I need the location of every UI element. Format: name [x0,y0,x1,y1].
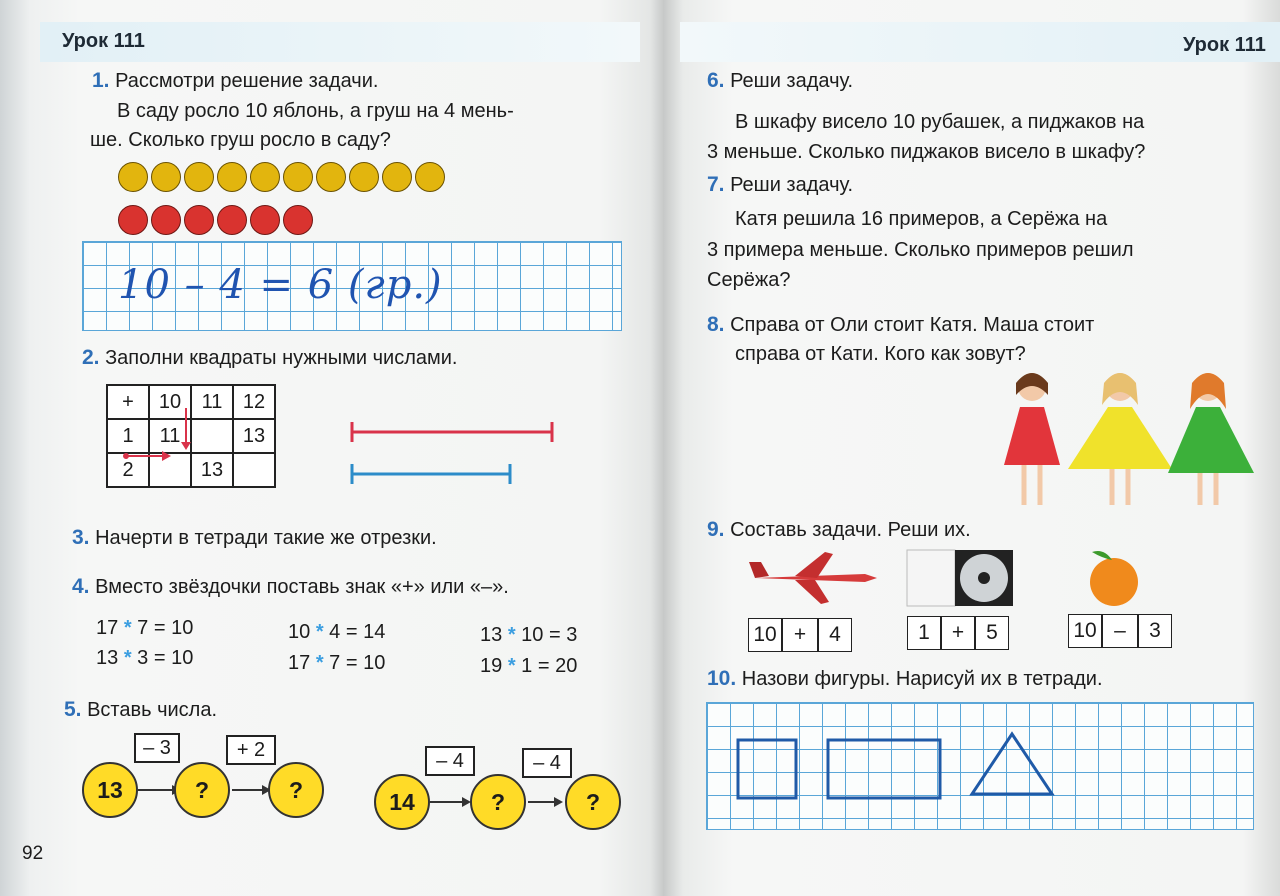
task9-number: 9. [707,518,725,541]
yellow-circle [283,162,313,192]
task7-line1: Катя решила 16 примеров, а Серёжа на [735,208,1108,230]
task1-title: Рассмотри решение задачи. [115,70,379,92]
task10-number: 10. [707,667,737,690]
task4-title: Вместо звёздочки поставь знак «+» или «–». [95,576,509,598]
equation: 19 * 1 = 20 [480,655,578,677]
task10-heading [707,664,1103,694]
operation-box: + 2 [226,735,276,765]
table-cell: 11 [149,419,191,453]
answer-circle: ? [174,762,230,818]
hint-dot [123,453,129,459]
handwritten-solution: 10 – 4 = 6 (гр.) [118,262,443,308]
star-icon: * [315,652,324,674]
task8-line2: справа от Кати. Кого как зовут? [735,343,1026,365]
formula-cell: 1 [907,616,941,650]
shapes-figure [706,702,1254,830]
yellow-circle [415,162,445,192]
star-icon: * [315,621,324,643]
task6-heading [707,66,853,96]
yellow-circle [382,162,412,192]
yellow-circles-row [118,160,458,196]
red-circle [250,205,280,235]
rectangle-icon [828,740,940,798]
orange-icon [1082,548,1148,608]
table-cell: 13 [233,419,275,453]
task7-heading [707,170,853,200]
operation-box: – 4 [522,748,572,778]
triangle-icon [972,734,1052,794]
table-cell: + [107,385,149,419]
task4-heading [72,572,509,602]
lesson-title-right: Урок 111 [1183,34,1266,56]
page-number-left: 92 [22,843,44,864]
answer-circle: ? [268,762,324,818]
girl-yellow-dress-icon [1068,373,1172,505]
task2-heading [82,343,458,373]
answer-circle: ? [470,774,526,830]
yellow-circle [151,162,181,192]
airplane-icon [745,548,885,608]
table-cell: 10 [149,385,191,419]
formula-boxes-3 [1068,614,1172,648]
formula-cell: – [1102,614,1138,648]
task6-title: Реши задачу. [730,70,854,92]
arrow-head-icon [181,442,191,450]
star-icon: * [507,655,516,677]
yellow-circle [217,162,247,192]
task3-title: Начерти в тетради такие же отрезки. [95,527,437,549]
lesson-title-left: Урок 111 [62,30,145,52]
task6-line2: 3 меньше. Сколько пиджаков висело в шкафу? [707,141,1146,163]
formula-cell: 3 [1138,614,1172,648]
task10-title: Назови фигуры. Нарисуй их в тетради. [741,668,1103,690]
task8-line1: 8. Справа от Оли стоит Катя. Маша стоит [707,313,1095,336]
red-circles-row [118,203,338,239]
table-cell: 1 [107,419,149,453]
start-circle: 14 [374,774,430,830]
equation: 10 * 4 = 14 [288,621,386,643]
task3-number: 3. [72,526,90,549]
formula-cell: 10 [1068,614,1102,648]
star-icon: * [123,617,132,639]
formula-boxes-1 [748,618,852,652]
task9-title: Составь задачи. Реши их. [730,519,971,541]
red-circle [118,205,148,235]
arrow-head-icon [162,451,171,461]
table-hint-arrows [106,384,286,514]
star-icon: * [123,647,132,669]
formula-cell: + [782,618,818,652]
yellow-circle [316,162,346,192]
girl-green-dress-icon [1168,373,1254,505]
square-icon [738,740,796,798]
segments-figure [348,418,558,490]
yellow-circle [118,162,148,192]
formula-boxes-2 [907,616,1009,650]
formula-cell: 4 [818,618,852,652]
answer-circle: ? [565,774,621,830]
formula-cell: 10 [748,618,782,652]
formula-cell: 5 [975,616,1009,650]
formula-cell: + [941,616,975,650]
yellow-circle [184,162,214,192]
table-cell: 13 [191,453,233,487]
task2-title: Заполни квадраты нужными числами. [105,347,458,369]
start-circle: 13 [82,762,138,818]
task3-heading [72,523,437,553]
task8-number: 8. [707,313,725,336]
task6-line1: В шкафу висело 10 рубашек, а пиджаков на [735,111,1145,133]
red-circle [283,205,313,235]
equation: 17 * 7 = 10 [288,652,386,674]
task2-number: 2. [82,346,100,369]
equation: 13 * 10 = 3 [480,624,578,646]
equation: 13 * 3 = 10 [96,647,194,669]
operation-box: – 3 [134,733,180,763]
yellow-circle [250,162,280,192]
task7-line2: 3 примера меньше. Сколько примеров решил [707,239,1134,261]
task1-number: 1. [92,69,110,92]
task4-number: 4. [72,575,90,598]
task1-heading [92,66,378,96]
yellow-circle [349,162,379,192]
table-cell: 12 [233,385,275,419]
task6-number: 6. [707,69,725,92]
red-circle [151,205,181,235]
task5-number: 5. [64,698,82,721]
star-icon: * [507,624,516,646]
red-circle [217,205,247,235]
cd-icon [905,548,1017,610]
task7-line3: Серёжа? [707,269,791,291]
task1-line1: В саду росло 10 яблонь, а груш на 4 мень- [117,100,514,122]
red-circle [184,205,214,235]
table-cell: 2 [107,453,149,487]
operation-box: – 4 [425,746,475,776]
task5-heading [64,695,217,725]
task1-line2: ше. Сколько груш росло в саду? [90,129,391,151]
task5-title: Вставь числа. [87,699,218,721]
three-girls-illustration [990,365,1260,515]
arrow-head-icon [554,797,563,807]
table-cell: 11 [191,385,233,419]
task7-title: Реши задачу. [730,174,854,196]
equation: 17 * 7 = 10 [96,617,194,639]
task7-number: 7. [707,173,725,196]
task9-heading [707,515,971,545]
girl-red-dress-icon [1004,373,1060,505]
